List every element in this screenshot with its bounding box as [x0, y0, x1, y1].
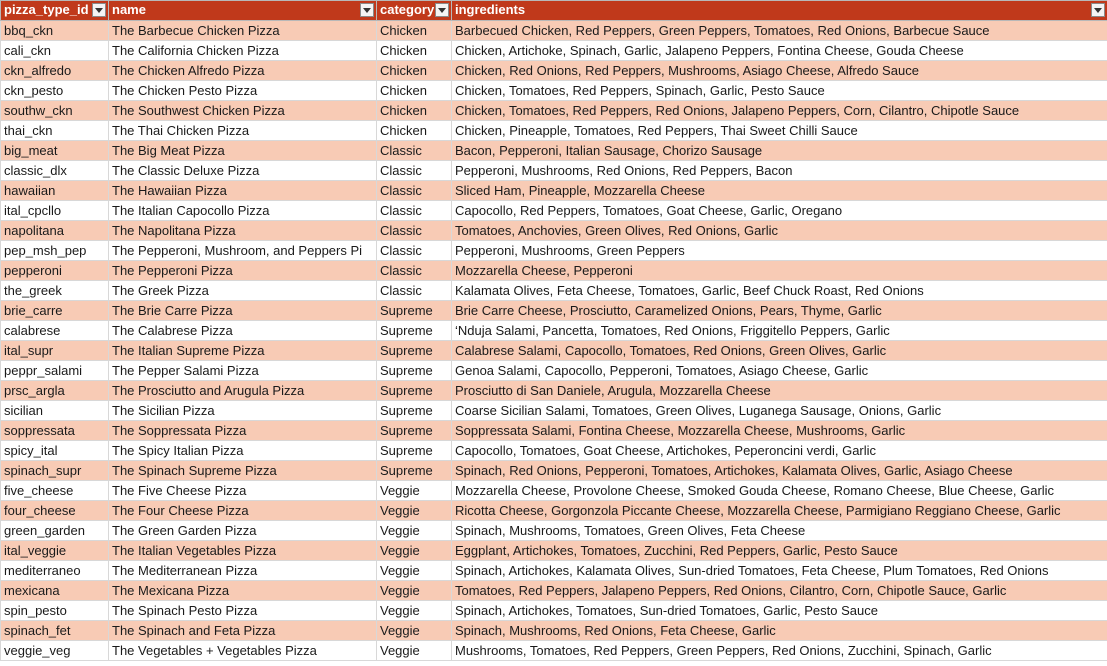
cell-ingredients[interactable]: Sliced Ham, Pineapple, Mozzarella Cheese — [452, 181, 1107, 201]
cell-pizza-type-id[interactable]: spicy_ital — [1, 441, 109, 461]
cell-ingredients[interactable]: Mozzarella Cheese, Pepperoni — [452, 261, 1107, 281]
cell-name[interactable]: The Italian Supreme Pizza — [109, 341, 377, 361]
cell-category[interactable]: Supreme — [377, 461, 452, 481]
cell-category[interactable]: Classic — [377, 141, 452, 161]
cell-ingredients[interactable]: Capocollo, Tomatoes, Goat Cheese, Artichokes, Peperoncini verdi, Garlic — [452, 441, 1107, 461]
table-row — [1, 501, 1107, 521]
cell-name[interactable]: The Mexicana Pizza — [109, 581, 377, 601]
cell-ingredients[interactable]: Spinach, Mushrooms, Tomatoes, Green Olives, Feta Cheese — [452, 521, 1107, 541]
cell-category[interactable]: Chicken — [377, 81, 452, 101]
table-row — [1, 481, 1107, 501]
cell-name[interactable]: The Sicilian Pizza — [109, 401, 377, 421]
cell-category[interactable]: Veggie — [377, 521, 452, 541]
header-label: pizza_type_id — [4, 1, 89, 17]
cell-category[interactable]: Chicken — [377, 101, 452, 121]
table-row — [1, 521, 1107, 541]
cell-category[interactable]: Chicken — [377, 21, 452, 41]
cell-category[interactable]: Chicken — [377, 121, 452, 141]
cell-pizza-type-id[interactable]: ckn_pesto — [1, 81, 109, 101]
cell-pizza-type-id[interactable]: sicilian — [1, 401, 109, 421]
header-name[interactable] — [109, 1, 377, 21]
table-row — [1, 301, 1107, 321]
cell-pizza-type-id[interactable]: ckn_alfredo — [1, 61, 109, 81]
cell-name[interactable]: The Thai Chicken Pizza — [109, 121, 377, 141]
cell-category[interactable]: Veggie — [377, 601, 452, 621]
cell-ingredients[interactable]: Chicken, Tomatoes, Red Peppers, Spinach, Garlic, Pesto Sauce — [452, 81, 1107, 101]
cell-name[interactable]: The Four Cheese Pizza — [109, 501, 377, 521]
cell-category[interactable]: Veggie — [377, 481, 452, 501]
cell-category[interactable]: Veggie — [377, 541, 452, 561]
table-row — [1, 441, 1107, 461]
cell-pizza-type-id[interactable]: spinach_fet — [1, 621, 109, 641]
cell-name[interactable]: The Pepperoni, Mushroom, and Peppers Pi — [109, 241, 377, 261]
header-pizza-type-id[interactable] — [1, 1, 109, 21]
table-row — [1, 421, 1107, 441]
cell-ingredients[interactable]: Chicken, Artichoke, Spinach, Garlic, Jalapeno Peppers, Fontina Cheese, Gouda Cheese — [452, 41, 1107, 61]
cell-pizza-type-id[interactable]: spin_pesto — [1, 601, 109, 621]
cell-pizza-type-id[interactable]: big_meat — [1, 141, 109, 161]
table-row — [1, 341, 1107, 361]
table-row — [1, 281, 1107, 301]
cell-category[interactable]: Veggie — [377, 581, 452, 601]
cell-ingredients[interactable]: Tomatoes, Red Peppers, Jalapeno Peppers, Red Onions, Cilantro, Corn, Chipotle Sauce, Garlic — [452, 581, 1107, 601]
cell-pizza-type-id[interactable]: veggie_veg — [1, 641, 109, 661]
cell-ingredients[interactable]: Mozzarella Cheese, Provolone Cheese, Smoked Gouda Cheese, Romano Cheese, Blue Cheese, Garlic — [452, 481, 1107, 501]
table-row — [1, 321, 1107, 341]
cell-pizza-type-id[interactable]: four_cheese — [1, 501, 109, 521]
cell-ingredients[interactable]: Capocollo, Red Peppers, Tomatoes, Goat Cheese, Garlic, Oregano — [452, 201, 1107, 221]
cell-category[interactable]: Supreme — [377, 361, 452, 381]
table-row — [1, 21, 1107, 41]
cell-category[interactable]: Supreme — [377, 401, 452, 421]
cell-pizza-type-id[interactable]: southw_ckn — [1, 101, 109, 121]
cell-ingredients[interactable]: Tomatoes, Anchovies, Green Olives, Red Onions, Garlic — [452, 221, 1107, 241]
cell-ingredients[interactable]: Chicken, Tomatoes, Red Peppers, Red Onions, Jalapeno Peppers, Corn, Cilantro, Chipotle Sauce — [452, 101, 1107, 121]
table-row — [1, 141, 1107, 161]
cell-category[interactable]: Veggie — [377, 641, 452, 661]
cell-ingredients[interactable]: Calabrese Salami, Capocollo, Tomatoes, Red Onions, Green Olives, Garlic — [452, 341, 1107, 361]
cell-category[interactable]: Classic — [377, 261, 452, 281]
cell-name[interactable]: The Pepperoni Pizza — [109, 261, 377, 281]
table-row — [1, 121, 1107, 141]
header-row — [1, 1, 1107, 21]
cell-pizza-type-id[interactable]: napolitana — [1, 221, 109, 241]
cell-pizza-type-id[interactable]: ital_veggie — [1, 541, 109, 561]
cell-ingredients[interactable]: Prosciutto di San Daniele, Arugula, Mozzarella Cheese — [452, 381, 1107, 401]
cell-pizza-type-id[interactable]: five_cheese — [1, 481, 109, 501]
cell-ingredients[interactable]: Soppressata Salami, Fontina Cheese, Mozzarella Cheese, Mushrooms, Garlic — [452, 421, 1107, 441]
cell-name[interactable]: The Chicken Alfredo Pizza — [109, 61, 377, 81]
cell-name[interactable]: The Spinach and Feta Pizza — [109, 621, 377, 641]
cell-category[interactable]: Classic — [377, 281, 452, 301]
cell-category[interactable]: Veggie — [377, 501, 452, 521]
cell-category[interactable]: Veggie — [377, 561, 452, 581]
cell-pizza-type-id[interactable]: pepperoni — [1, 261, 109, 281]
cell-name[interactable]: The Classic Deluxe Pizza — [109, 161, 377, 181]
cell-pizza-type-id[interactable]: ital_cpcllo — [1, 201, 109, 221]
dropdown-arrow-icon — [1094, 8, 1102, 13]
cell-name[interactable]: The Spicy Italian Pizza — [109, 441, 377, 461]
cell-ingredients[interactable]: Barbecued Chicken, Red Peppers, Green Peppers, Tomatoes, Red Onions, Barbecue Sauce — [452, 21, 1107, 41]
header-label: category — [380, 1, 435, 17]
cell-category[interactable]: Chicken — [377, 41, 452, 61]
table-body — [1, 21, 1107, 661]
cell-name[interactable]: The California Chicken Pizza — [109, 41, 377, 61]
table-row — [1, 581, 1107, 601]
cell-name[interactable]: The Greek Pizza — [109, 281, 377, 301]
cell-name[interactable]: The Southwest Chicken Pizza — [109, 101, 377, 121]
cell-name[interactable]: The Hawaiian Pizza — [109, 181, 377, 201]
cell-ingredients[interactable]: Spinach, Mushrooms, Red Onions, Feta Cheese, Garlic — [452, 621, 1107, 641]
cell-pizza-type-id[interactable]: ital_supr — [1, 341, 109, 361]
cell-category[interactable]: Supreme — [377, 301, 452, 321]
table-row — [1, 161, 1107, 181]
cell-pizza-type-id[interactable]: spinach_supr — [1, 461, 109, 481]
table-row — [1, 381, 1107, 401]
cell-pizza-type-id[interactable]: hawaiian — [1, 181, 109, 201]
cell-name[interactable]: The Soppressata Pizza — [109, 421, 377, 441]
cell-ingredients[interactable]: Ricotta Cheese, Gorgonzola Piccante Cheese, Mozzarella Cheese, Parmigiano Reggiano Cheese, Garlic — [452, 501, 1107, 521]
cell-ingredients[interactable]: Spinach, Red Onions, Pepperoni, Tomatoes, Artichokes, Kalamata Olives, Garlic, Asiago Cheese — [452, 461, 1107, 481]
cell-name[interactable]: The Barbecue Chicken Pizza — [109, 21, 377, 41]
cell-ingredients[interactable]: ‘Nduja Salami, Pancetta, Tomatoes, Red Onions, Friggitello Peppers, Garlic — [452, 321, 1107, 341]
cell-category[interactable]: Supreme — [377, 441, 452, 461]
dropdown-arrow-icon — [363, 8, 371, 13]
cell-ingredients[interactable]: Brie Carre Cheese, Prosciutto, Caramelized Onions, Pears, Thyme, Garlic — [452, 301, 1107, 321]
cell-category[interactable]: Classic — [377, 221, 452, 241]
cell-pizza-type-id[interactable]: prsc_argla — [1, 381, 109, 401]
table-row — [1, 241, 1107, 261]
cell-category[interactable]: Supreme — [377, 421, 452, 441]
cell-pizza-type-id[interactable]: classic_dlx — [1, 161, 109, 181]
cell-ingredients[interactable]: Spinach, Artichokes, Tomatoes, Sun-dried Tomatoes, Garlic, Pesto Sauce — [452, 601, 1107, 621]
cell-category[interactable]: Supreme — [377, 321, 452, 341]
cell-pizza-type-id[interactable]: pep_msh_pep — [1, 241, 109, 261]
filter-dropdown-button[interactable] — [92, 3, 106, 17]
cell-category[interactable]: Supreme — [377, 381, 452, 401]
header-category[interactable] — [377, 1, 452, 21]
cell-name[interactable]: The Mediterranean Pizza — [109, 561, 377, 581]
table-row — [1, 621, 1107, 641]
cell-ingredients[interactable]: Chicken, Red Onions, Red Peppers, Mushrooms, Asiago Cheese, Alfredo Sauce — [452, 61, 1107, 81]
cell-category[interactable]: Classic — [377, 161, 452, 181]
cell-ingredients[interactable]: Chicken, Pineapple, Tomatoes, Red Peppers, Thai Sweet Chilli Sauce — [452, 121, 1107, 141]
table-row — [1, 201, 1107, 221]
cell-category[interactable]: Classic — [377, 201, 452, 221]
cell-name[interactable]: The Brie Carre Pizza — [109, 301, 377, 321]
cell-ingredients[interactable]: Kalamata Olives, Feta Cheese, Tomatoes, Garlic, Beef Chuck Roast, Red Onions — [452, 281, 1107, 301]
cell-ingredients[interactable]: Genoa Salami, Capocollo, Pepperoni, Tomatoes, Asiago Cheese, Garlic — [452, 361, 1107, 381]
cell-pizza-type-id[interactable]: calabrese — [1, 321, 109, 341]
cell-ingredients[interactable]: Mushrooms, Tomatoes, Red Peppers, Green Peppers, Red Onions, Zucchini, Spinach, Garlic — [452, 641, 1107, 661]
cell-name[interactable]: The Green Garden Pizza — [109, 521, 377, 541]
dropdown-arrow-icon — [438, 8, 446, 13]
cell-name[interactable]: The Napolitana Pizza — [109, 221, 377, 241]
table-row — [1, 641, 1107, 661]
cell-pizza-type-id[interactable]: thai_ckn — [1, 121, 109, 141]
table-row — [1, 221, 1107, 241]
cell-pizza-type-id[interactable]: the_greek — [1, 281, 109, 301]
table-row — [1, 41, 1107, 61]
cell-category[interactable]: Classic — [377, 181, 452, 201]
cell-name[interactable]: The Big Meat Pizza — [109, 141, 377, 161]
table-row — [1, 401, 1107, 421]
header-label: name — [112, 1, 146, 17]
table-row — [1, 101, 1107, 121]
filter-dropdown-button[interactable] — [360, 3, 374, 17]
cell-ingredients[interactable]: Spinach, Artichokes, Kalamata Olives, Sun-dried Tomatoes, Feta Cheese, Plum Tomatoes, Red Onions — [452, 561, 1107, 581]
cell-name[interactable]: The Pepper Salami Pizza — [109, 361, 377, 381]
cell-name[interactable]: The Five Cheese Pizza — [109, 481, 377, 501]
cell-pizza-type-id[interactable]: bbq_ckn — [1, 21, 109, 41]
cell-name[interactable]: The Vegetables + Vegetables Pizza — [109, 641, 377, 661]
cell-category[interactable]: Classic — [377, 241, 452, 261]
filter-dropdown-button[interactable] — [435, 3, 449, 17]
table-row — [1, 181, 1107, 201]
cell-ingredients[interactable]: Pepperoni, Mushrooms, Green Peppers — [452, 241, 1107, 261]
cell-category[interactable]: Chicken — [377, 61, 452, 81]
cell-name[interactable]: The Calabrese Pizza — [109, 321, 377, 341]
table-row — [1, 361, 1107, 381]
cell-pizza-type-id[interactable]: mexicana — [1, 581, 109, 601]
table-row — [1, 261, 1107, 281]
table-row — [1, 601, 1107, 621]
cell-category[interactable]: Supreme — [377, 341, 452, 361]
table-row — [1, 461, 1107, 481]
table-row — [1, 541, 1107, 561]
header-ingredients[interactable] — [452, 1, 1107, 21]
cell-ingredients[interactable]: Pepperoni, Mushrooms, Red Onions, Red Peppers, Bacon — [452, 161, 1107, 181]
cell-name[interactable]: The Chicken Pesto Pizza — [109, 81, 377, 101]
cell-name[interactable]: The Italian Capocollo Pizza — [109, 201, 377, 221]
cell-pizza-type-id[interactable]: brie_carre — [1, 301, 109, 321]
cell-ingredients[interactable]: Coarse Sicilian Salami, Tomatoes, Green Olives, Luganega Sausage, Onions, Garlic — [452, 401, 1107, 421]
cell-category[interactable]: Veggie — [377, 621, 452, 641]
table-row — [1, 61, 1107, 81]
cell-pizza-type-id[interactable]: green_garden — [1, 521, 109, 541]
header-label: ingredients — [455, 1, 526, 17]
cell-name[interactable]: The Italian Vegetables Pizza — [109, 541, 377, 561]
table-row — [1, 81, 1107, 101]
cell-pizza-type-id[interactable]: peppr_salami — [1, 361, 109, 381]
dropdown-arrow-icon — [95, 8, 103, 13]
cell-ingredients[interactable]: Bacon, Pepperoni, Italian Sausage, Chorizo Sausage — [452, 141, 1107, 161]
cell-name[interactable]: The Spinach Supreme Pizza — [109, 461, 377, 481]
filter-dropdown-button[interactable] — [1091, 3, 1105, 17]
cell-ingredients[interactable]: Eggplant, Artichokes, Tomatoes, Zucchini, Red Peppers, Garlic, Pesto Sauce — [452, 541, 1107, 561]
cell-pizza-type-id[interactable]: soppressata — [1, 421, 109, 441]
cell-name[interactable]: The Spinach Pesto Pizza — [109, 601, 377, 621]
cell-name[interactable]: The Prosciutto and Arugula Pizza — [109, 381, 377, 401]
table-row — [1, 561, 1107, 581]
cell-pizza-type-id[interactable]: cali_ckn — [1, 41, 109, 61]
cell-pizza-type-id[interactable]: mediterraneo — [1, 561, 109, 581]
